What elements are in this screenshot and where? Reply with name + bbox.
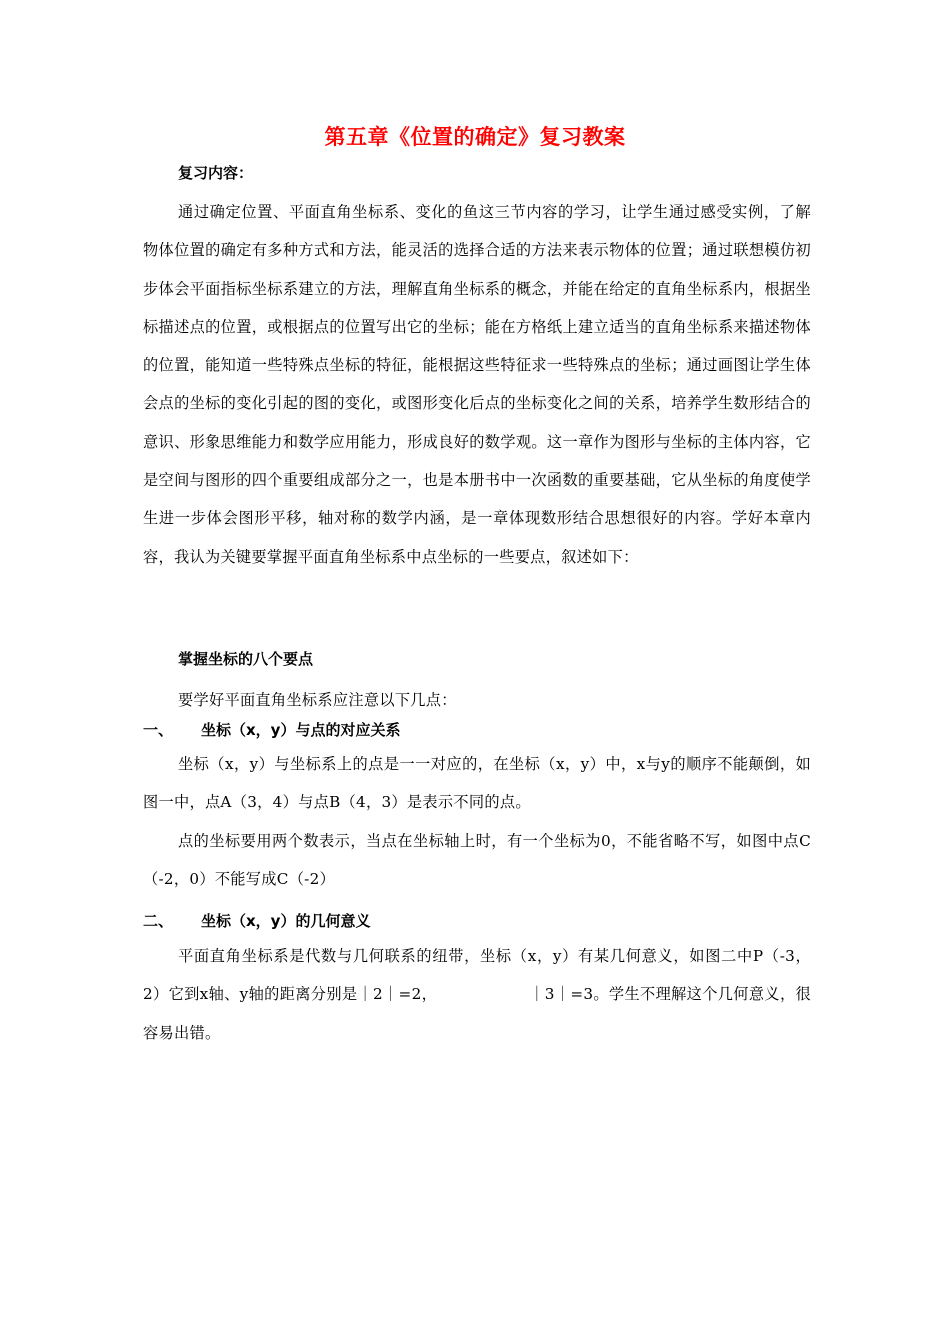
section-2-heading [143, 910, 370, 932]
section-1-heading [143, 719, 400, 741]
points-heading: 掌握坐标的八个要点 [178, 650, 314, 668]
section-1-paragraph-1: 坐标（x，y）与坐标系上的点是一一对应的，在坐标（x，y）中，x与y的顺序不能颠倒，如图一中，点A（3，4）与点B（4，3）是表示不同的点。 [143, 755, 811, 812]
section-1-number: 一、 [143, 721, 174, 739]
section-2-title: 坐标（x，y）的几何意义 [201, 912, 371, 930]
section-1-title: 坐标（x，y）与点的对应关系 [201, 721, 401, 739]
review-heading: 复习内容： [178, 164, 254, 182]
points-intro: 要学好平面直角坐标系应注意以下几点： [178, 691, 457, 709]
review-paragraph: 通过确定位置、平面直角坐标系、变化的鱼这三节内容的学习，让学生通过感受实例，了解物体位置的确定有多种方式和方法，能灵活的选择合适的方法来表示物体的位置；通过联想模仿初步体会平面指标坐标系建立的方法，理解直角坐标系的概念，并能在给定的直角坐标系内，根据坐标描述点的位置，或根据点的位置写出它的坐标；能在方格纸上建立适当的直角坐标系来描述物体的位置，能知道一些特殊点坐标的特征，能根据这些特征求一些特殊点的坐标；通过画图让学生体会点的坐标的变化引起的图的变化，或图形变化后点的坐标变化之间的关系，培养学生数形结合的意识、形象思维能力和数学应用能力，形成良好的数学观。这一章作为图形与坐标的主体内容，它是空间与图形的四个重要组成部分之一，也是本册书中一次函数的重要基础，它从坐标的角度使学生进一步体会图形平移，轴对称的数学内涵，是一章体现数形结合思想很好的内容。学好本章内容，我认为关键要掌握平面直角坐标系中点坐标的一些要点，叙述如下： [143, 203, 811, 566]
document-title: 第五章《位置的确定》复习教案 [324, 125, 626, 149]
section-2-paragraph [143, 937, 811, 1052]
section-2-paragraph-part-b: ｜3｜=3。学生不理解这个几何意义，很容易出错。 [143, 985, 811, 1042]
section-1-paragraph-2: 点的坐标要用两个数表示，当点在坐标轴上时，有一个坐标为0，不能省略不写，如图中点C（-2，0）不能写成C（-2） [143, 832, 811, 889]
section-2-paragraph-part-a: 平面直角坐标系是代数与几何联系的纽带，坐标（x，y）有某几何意义，如图二中P（-3，2）它到x轴、y轴的距离分别是｜2｜=2， [143, 947, 811, 1004]
section-2-number: 二、 [143, 912, 174, 930]
